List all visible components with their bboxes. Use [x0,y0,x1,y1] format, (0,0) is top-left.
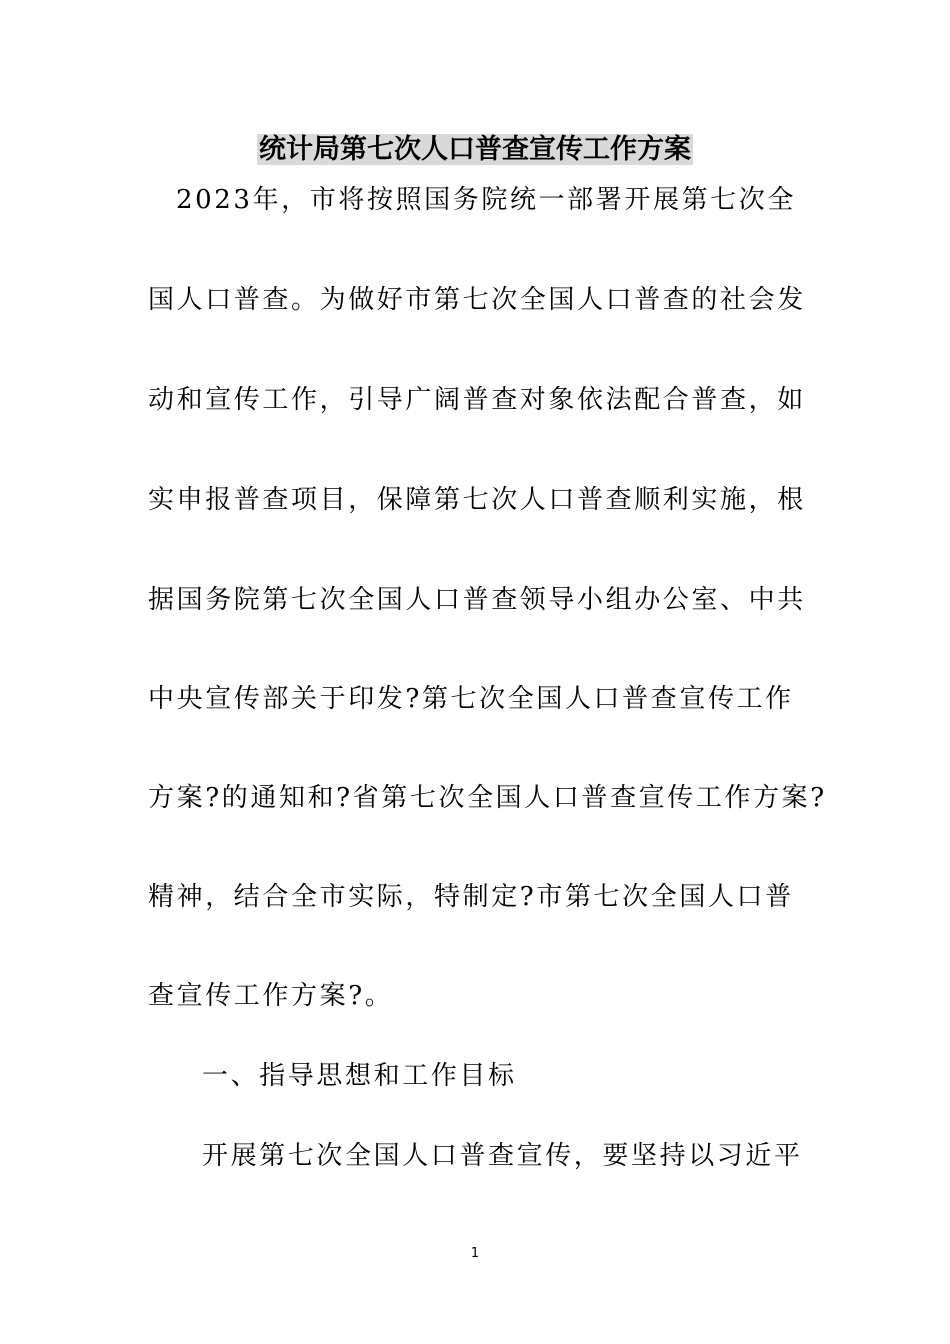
paragraph-line: 实申报普查项目，保障第七次人口普查顺利实施，根 [148,485,806,515]
section-heading: 一、指导思想和工作目标 [202,1061,517,1091]
paragraph-line: 方案?的通知和?省第七次全国人口普查宣传工作方案? [148,783,827,813]
paragraph-line: 动和宣传工作，引导广阔普查对象依法配合普查，如 [148,385,806,415]
document-title-text: 统计局第七次人口普查宣传工作方案 [259,134,691,165]
page-number: 1 [470,1246,480,1261]
paragraph-line: 据国务院第七次全国人口普查领导小组办公室、中共 [148,585,806,615]
document-title [0,130,950,170]
paragraph-line: 精神，结合全市实际，特制定?市第七次全国人口普 [148,882,794,912]
paragraph-line: 开展第七次全国人口普查宣传，要坚持以习近平 [202,1141,803,1171]
paragraph-line: 2023年，市将按照国务院统一部署开展第七次全 [176,185,796,215]
paragraph-line: 国人口普查。为做好市第七次全国人口普查的社会发 [148,285,806,315]
paragraph-line: 查宣传工作方案?。 [148,981,394,1011]
paragraph-line: 中央宣传部关于印发?第七次全国人口普查宣传工作 [148,684,794,714]
